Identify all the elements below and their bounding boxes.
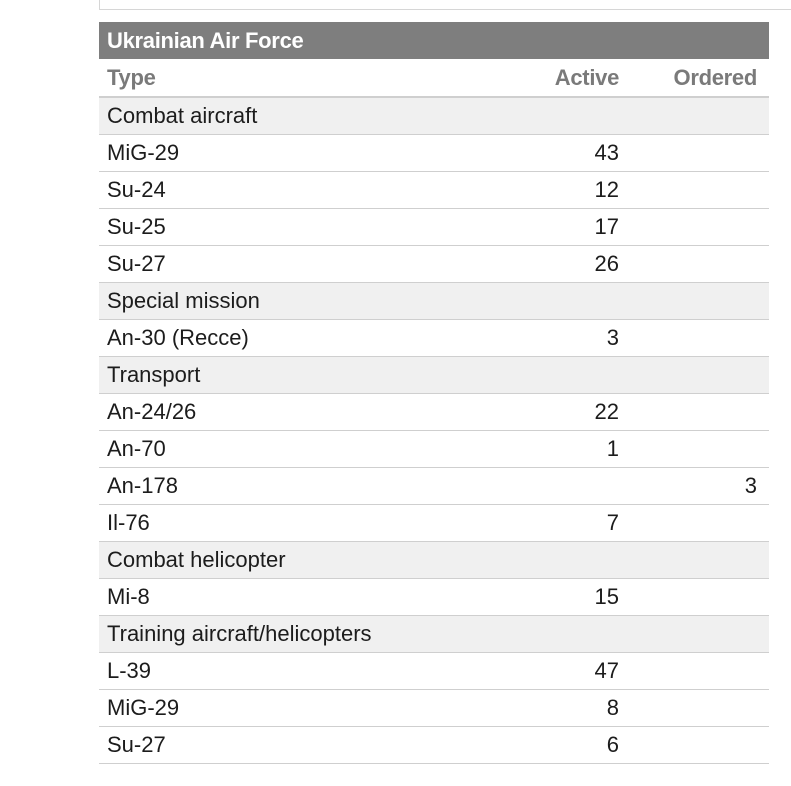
table-row: [99, 504, 769, 541]
active-count-cell: 3: [519, 319, 619, 356]
column-header-ordered: Ordered: [619, 59, 769, 97]
active-count-cell: [519, 97, 619, 134]
table-row: [99, 171, 769, 208]
category-row: [99, 541, 769, 578]
active-count-cell: 6: [519, 726, 619, 763]
active-count-cell: 22: [519, 393, 619, 430]
ordered-count-cell: [619, 319, 769, 356]
ordered-count-cell: [619, 97, 769, 134]
active-count-cell: 7: [519, 504, 619, 541]
table-row: [99, 689, 769, 726]
category-label: Training aircraft/helicopters: [99, 615, 519, 652]
aircraft-type-cell: An-70: [99, 430, 519, 467]
active-count-cell: [519, 541, 619, 578]
table-row: [99, 319, 769, 356]
aircraft-type-cell: L-39: [99, 652, 519, 689]
active-count-cell: 8: [519, 689, 619, 726]
table-row: [99, 245, 769, 282]
ordered-count-cell: [619, 689, 769, 726]
active-count-cell: 43: [519, 134, 619, 171]
active-count-cell: 47: [519, 652, 619, 689]
active-count-cell: 12: [519, 171, 619, 208]
table-body: [99, 97, 769, 763]
table-row: [99, 652, 769, 689]
category-row: [99, 615, 769, 652]
aircraft-type-cell: An-30 (Recce): [99, 319, 519, 356]
ordered-count-cell: [619, 245, 769, 282]
category-label: Special mission: [99, 282, 519, 319]
aircraft-type-cell: Mi-8: [99, 578, 519, 615]
ordered-count-cell: [619, 282, 769, 319]
ordered-count-cell: [619, 393, 769, 430]
top-panel-edge: [99, 0, 791, 10]
table-row: [99, 467, 769, 504]
table-row: [99, 393, 769, 430]
active-count-cell: 15: [519, 578, 619, 615]
category-label: Combat helicopter: [99, 541, 519, 578]
active-count-cell: [519, 467, 619, 504]
table-row: [99, 430, 769, 467]
ordered-count-cell: [619, 578, 769, 615]
column-header-active: Active: [519, 59, 619, 97]
category-row: [99, 97, 769, 134]
ordered-count-cell: 3: [619, 467, 769, 504]
ordered-count-cell: [619, 615, 769, 652]
active-count-cell: [519, 282, 619, 319]
inventory-table: [99, 59, 769, 764]
active-count-cell: 26: [519, 245, 619, 282]
ordered-count-cell: [619, 430, 769, 467]
aircraft-type-cell: Il-76: [99, 504, 519, 541]
active-count-cell: 1: [519, 430, 619, 467]
aircraft-type-cell: Su-25: [99, 208, 519, 245]
category-row: [99, 356, 769, 393]
category-row: [99, 282, 769, 319]
active-count-cell: [519, 615, 619, 652]
aircraft-type-cell: An-24/26: [99, 393, 519, 430]
active-count-cell: 17: [519, 208, 619, 245]
air-force-table: [99, 22, 769, 764]
table-row: [99, 726, 769, 763]
ordered-count-cell: [619, 652, 769, 689]
aircraft-type-cell: Su-27: [99, 245, 519, 282]
ordered-count-cell: [619, 208, 769, 245]
active-count-cell: [519, 356, 619, 393]
table-row: [99, 134, 769, 171]
ordered-count-cell: [619, 541, 769, 578]
aircraft-type-cell: Su-24: [99, 171, 519, 208]
ordered-count-cell: [619, 134, 769, 171]
category-label: Transport: [99, 356, 519, 393]
table-title: Ukrainian Air Force: [99, 22, 769, 59]
header-row: [99, 59, 769, 97]
aircraft-type-cell: Su-27: [99, 726, 519, 763]
category-label: Combat aircraft: [99, 97, 519, 134]
ordered-count-cell: [619, 504, 769, 541]
aircraft-type-cell: An-178: [99, 467, 519, 504]
ordered-count-cell: [619, 356, 769, 393]
ordered-count-cell: [619, 171, 769, 208]
aircraft-type-cell: MiG-29: [99, 134, 519, 171]
column-header-type: Type: [99, 59, 519, 97]
table-row: [99, 578, 769, 615]
ordered-count-cell: [619, 726, 769, 763]
aircraft-type-cell: MiG-29: [99, 689, 519, 726]
table-row: [99, 208, 769, 245]
